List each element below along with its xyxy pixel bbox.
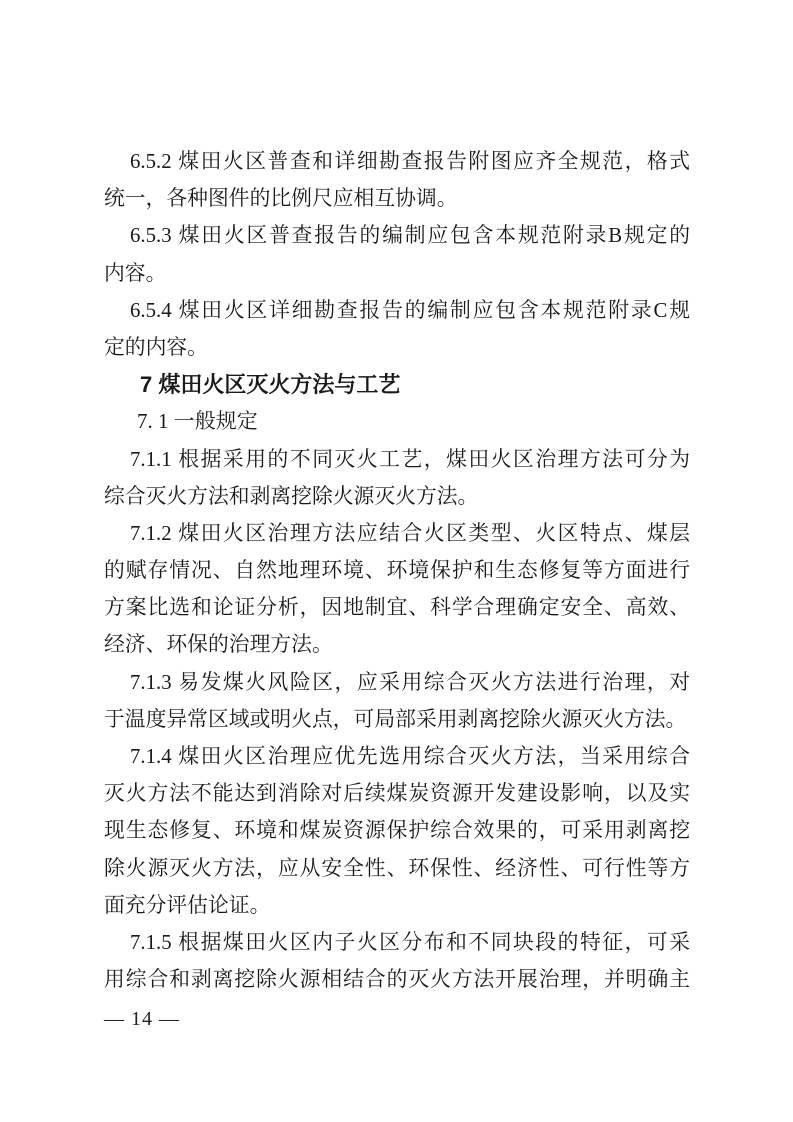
clause-7-1-2: [104, 515, 690, 664]
clause-7-1-3: [104, 664, 690, 738]
section-7-1-heading: [104, 403, 690, 440]
chapter-7-heading: [104, 366, 690, 403]
paragraph-line: 6.5.4 煤田火区详细勘查报告的编制应包含本规范附录C规: [130, 298, 690, 322]
section-heading: 7. 1 一般规定: [137, 409, 258, 434]
clause-6-5-4: [104, 292, 690, 366]
paragraph-line: 7.1.4 煤田火区治理应优先选用综合灭火方法，当采用综合: [130, 745, 690, 768]
paragraph-line: 7.1.1 根据采用的不同灭火工艺，煤田火区治理方法可分为: [130, 447, 690, 471]
paragraph-line: 定的内容。: [104, 335, 208, 359]
paragraph-line: 的赋存情况、自然地理环境、环境保护和生态修复等方面进行: [104, 559, 690, 583]
paragraph-line: 现生态修复、环境和煤炭资源保护综合效果的，可采用剥离挖: [104, 819, 690, 843]
paragraph-line: 7.1.5 根据煤田火区内子火区分布和不同块段的特征，可采: [130, 930, 690, 954]
paragraph-line: 6.5.3 煤田火区普查报告的编制应包含本规范附录B规定的: [130, 224, 690, 248]
clause-6-5-3: [104, 217, 690, 291]
text-block: [104, 143, 690, 998]
paragraph-line: 7.1.3 易发煤火风险区，应采用综合灭火方法进行治理，对: [130, 670, 690, 694]
page-number: — 14 —: [104, 1008, 180, 1030]
section-heading: 7 煤田火区灭火方法与工艺: [140, 372, 401, 398]
clause-7-1-5: [104, 924, 690, 998]
clause-7-1-4: [104, 738, 690, 924]
paragraph-line: 面充分评估论证。: [104, 893, 271, 917]
paragraph-line: 除火源灭火方法，应从安全性、环保性、经济性、可行性等方: [104, 856, 690, 880]
paragraph-line: 统一，各种图件的比例尺应相互协调。: [104, 187, 458, 211]
paragraph-line: 综合灭火方法和剥离挖除火源灭火方法。: [104, 484, 479, 508]
paragraph-line: 经济、环保的治理方法。: [104, 633, 333, 657]
paragraph-line: 灭火方法不能达到消除对后续煤炭资源开发建设影响，以及实: [104, 782, 690, 806]
paragraph-line: 7.1.2 煤田火区治理方法应结合火区类型、火区特点、煤层: [130, 521, 690, 545]
paragraph-line: 于温度异常区域或明火点，可局部采用剥离挖除火源灭火方法。: [104, 707, 687, 731]
clause-7-1-1: [104, 441, 690, 515]
clause-6-5-2: [104, 143, 690, 217]
paragraph-line: 用综合和剥离挖除火源相结合的灭火方法开展治理，并明确主: [104, 968, 690, 992]
paragraph-line: 6.5.2 煤田火区普查和详细勘查报告附图应齐全规范，格式: [130, 150, 690, 173]
paragraph-line: 内容。: [104, 261, 167, 285]
paragraph-line: 方案比选和论证分析，因地制宜、科学合理确定安全、高效、: [104, 596, 690, 620]
